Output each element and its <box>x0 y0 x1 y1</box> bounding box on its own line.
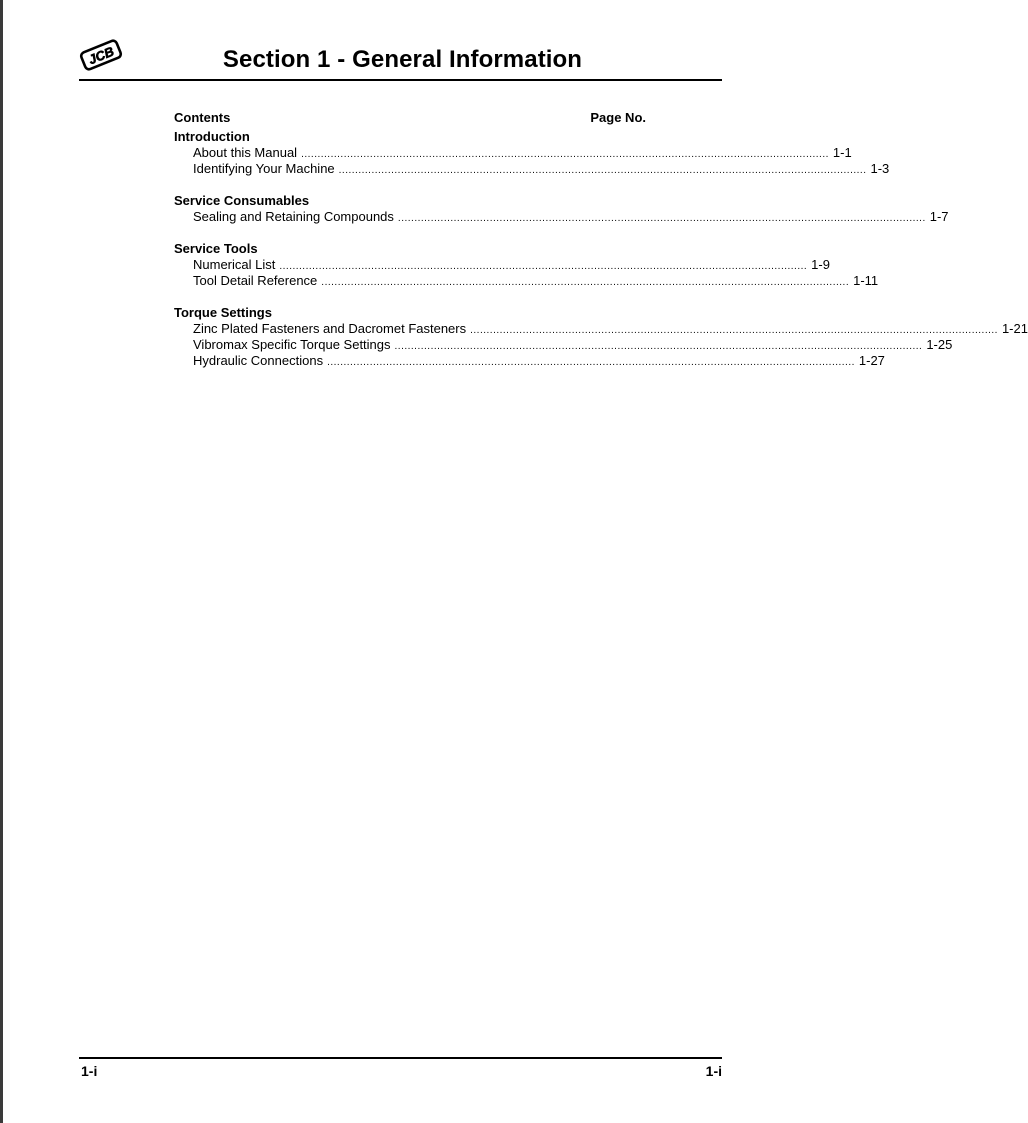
page-number-left: 1-i <box>81 1063 98 1079</box>
toc-section-service-tools <box>174 241 879 289</box>
entry-title: Vibromax Specific Torque Settings <box>193 337 391 352</box>
entry-page: 1-7 <box>929 209 949 224</box>
dot-leader: ................................................................................................................................................................. <box>338 165 867 176</box>
section-title: Torque Settings <box>174 305 272 320</box>
table-of-contents <box>174 110 1028 385</box>
entry-title: Hydraulic Connections <box>193 353 324 368</box>
toc-section-introduction <box>174 129 890 177</box>
toc-entry[interactable] <box>174 145 852 161</box>
entry-title: Numerical List <box>193 257 276 272</box>
toc-entry[interactable] <box>174 353 885 369</box>
section-title: Service Tools <box>174 241 258 256</box>
page-number-right: 1-i <box>705 1063 722 1079</box>
dot-leader: ................................................................................................................................................................. <box>394 341 923 352</box>
entry-page: 1-11 <box>853 273 879 288</box>
entry-page: 1-27 <box>858 353 885 368</box>
entry-title: About this Manual <box>193 145 298 160</box>
entry-title: Tool Detail Reference <box>193 273 318 288</box>
page-edge <box>0 0 3 1123</box>
entry-page: 1-25 <box>926 337 953 352</box>
section-title: Service Consumables <box>174 193 310 208</box>
dot-leader: ................................................................................................................................................................. <box>327 357 855 368</box>
page-title: Section 1 - General Information <box>222 46 583 73</box>
toc-entry[interactable] <box>174 161 890 177</box>
toc-entry[interactable] <box>174 257 830 273</box>
entry-page: 1-3 <box>870 161 890 176</box>
toc-section-torque-settings <box>174 305 1028 369</box>
dot-leader: ................................................................................................................................................................. <box>279 261 808 272</box>
toc-entry[interactable] <box>174 209 949 225</box>
footer-rule <box>79 1057 722 1059</box>
dot-leader: ................................................................................................................................................................. <box>470 325 998 336</box>
entry-page: 1-9 <box>811 257 830 272</box>
toc-entry[interactable] <box>174 337 953 353</box>
entry-title: Zinc Plated Fasteners and Dacromet Fasteners <box>193 321 467 336</box>
section-title: Introduction <box>174 129 250 144</box>
dot-leader: ................................................................................................................................................................. <box>321 277 850 288</box>
header-rule <box>79 79 722 81</box>
svg-text:JCB: JCB <box>86 43 117 68</box>
toc-entry[interactable] <box>174 321 1028 337</box>
dot-leader: ................................................................................................................................................................. <box>397 213 926 224</box>
entry-title: Sealing and Retaining Compounds <box>193 209 394 224</box>
page-number-label: Page No. <box>590 110 646 125</box>
entry-page: 1-21 <box>1001 321 1028 336</box>
entry-page: 1-1 <box>832 145 852 160</box>
entry-title: Identifying Your Machine <box>193 161 335 176</box>
toc-entry[interactable] <box>174 273 879 289</box>
toc-header <box>174 110 646 126</box>
toc-section-service-consumables <box>174 193 949 225</box>
contents-label: Contents <box>174 110 231 125</box>
dot-leader: ................................................................................................................................................................. <box>301 149 829 160</box>
